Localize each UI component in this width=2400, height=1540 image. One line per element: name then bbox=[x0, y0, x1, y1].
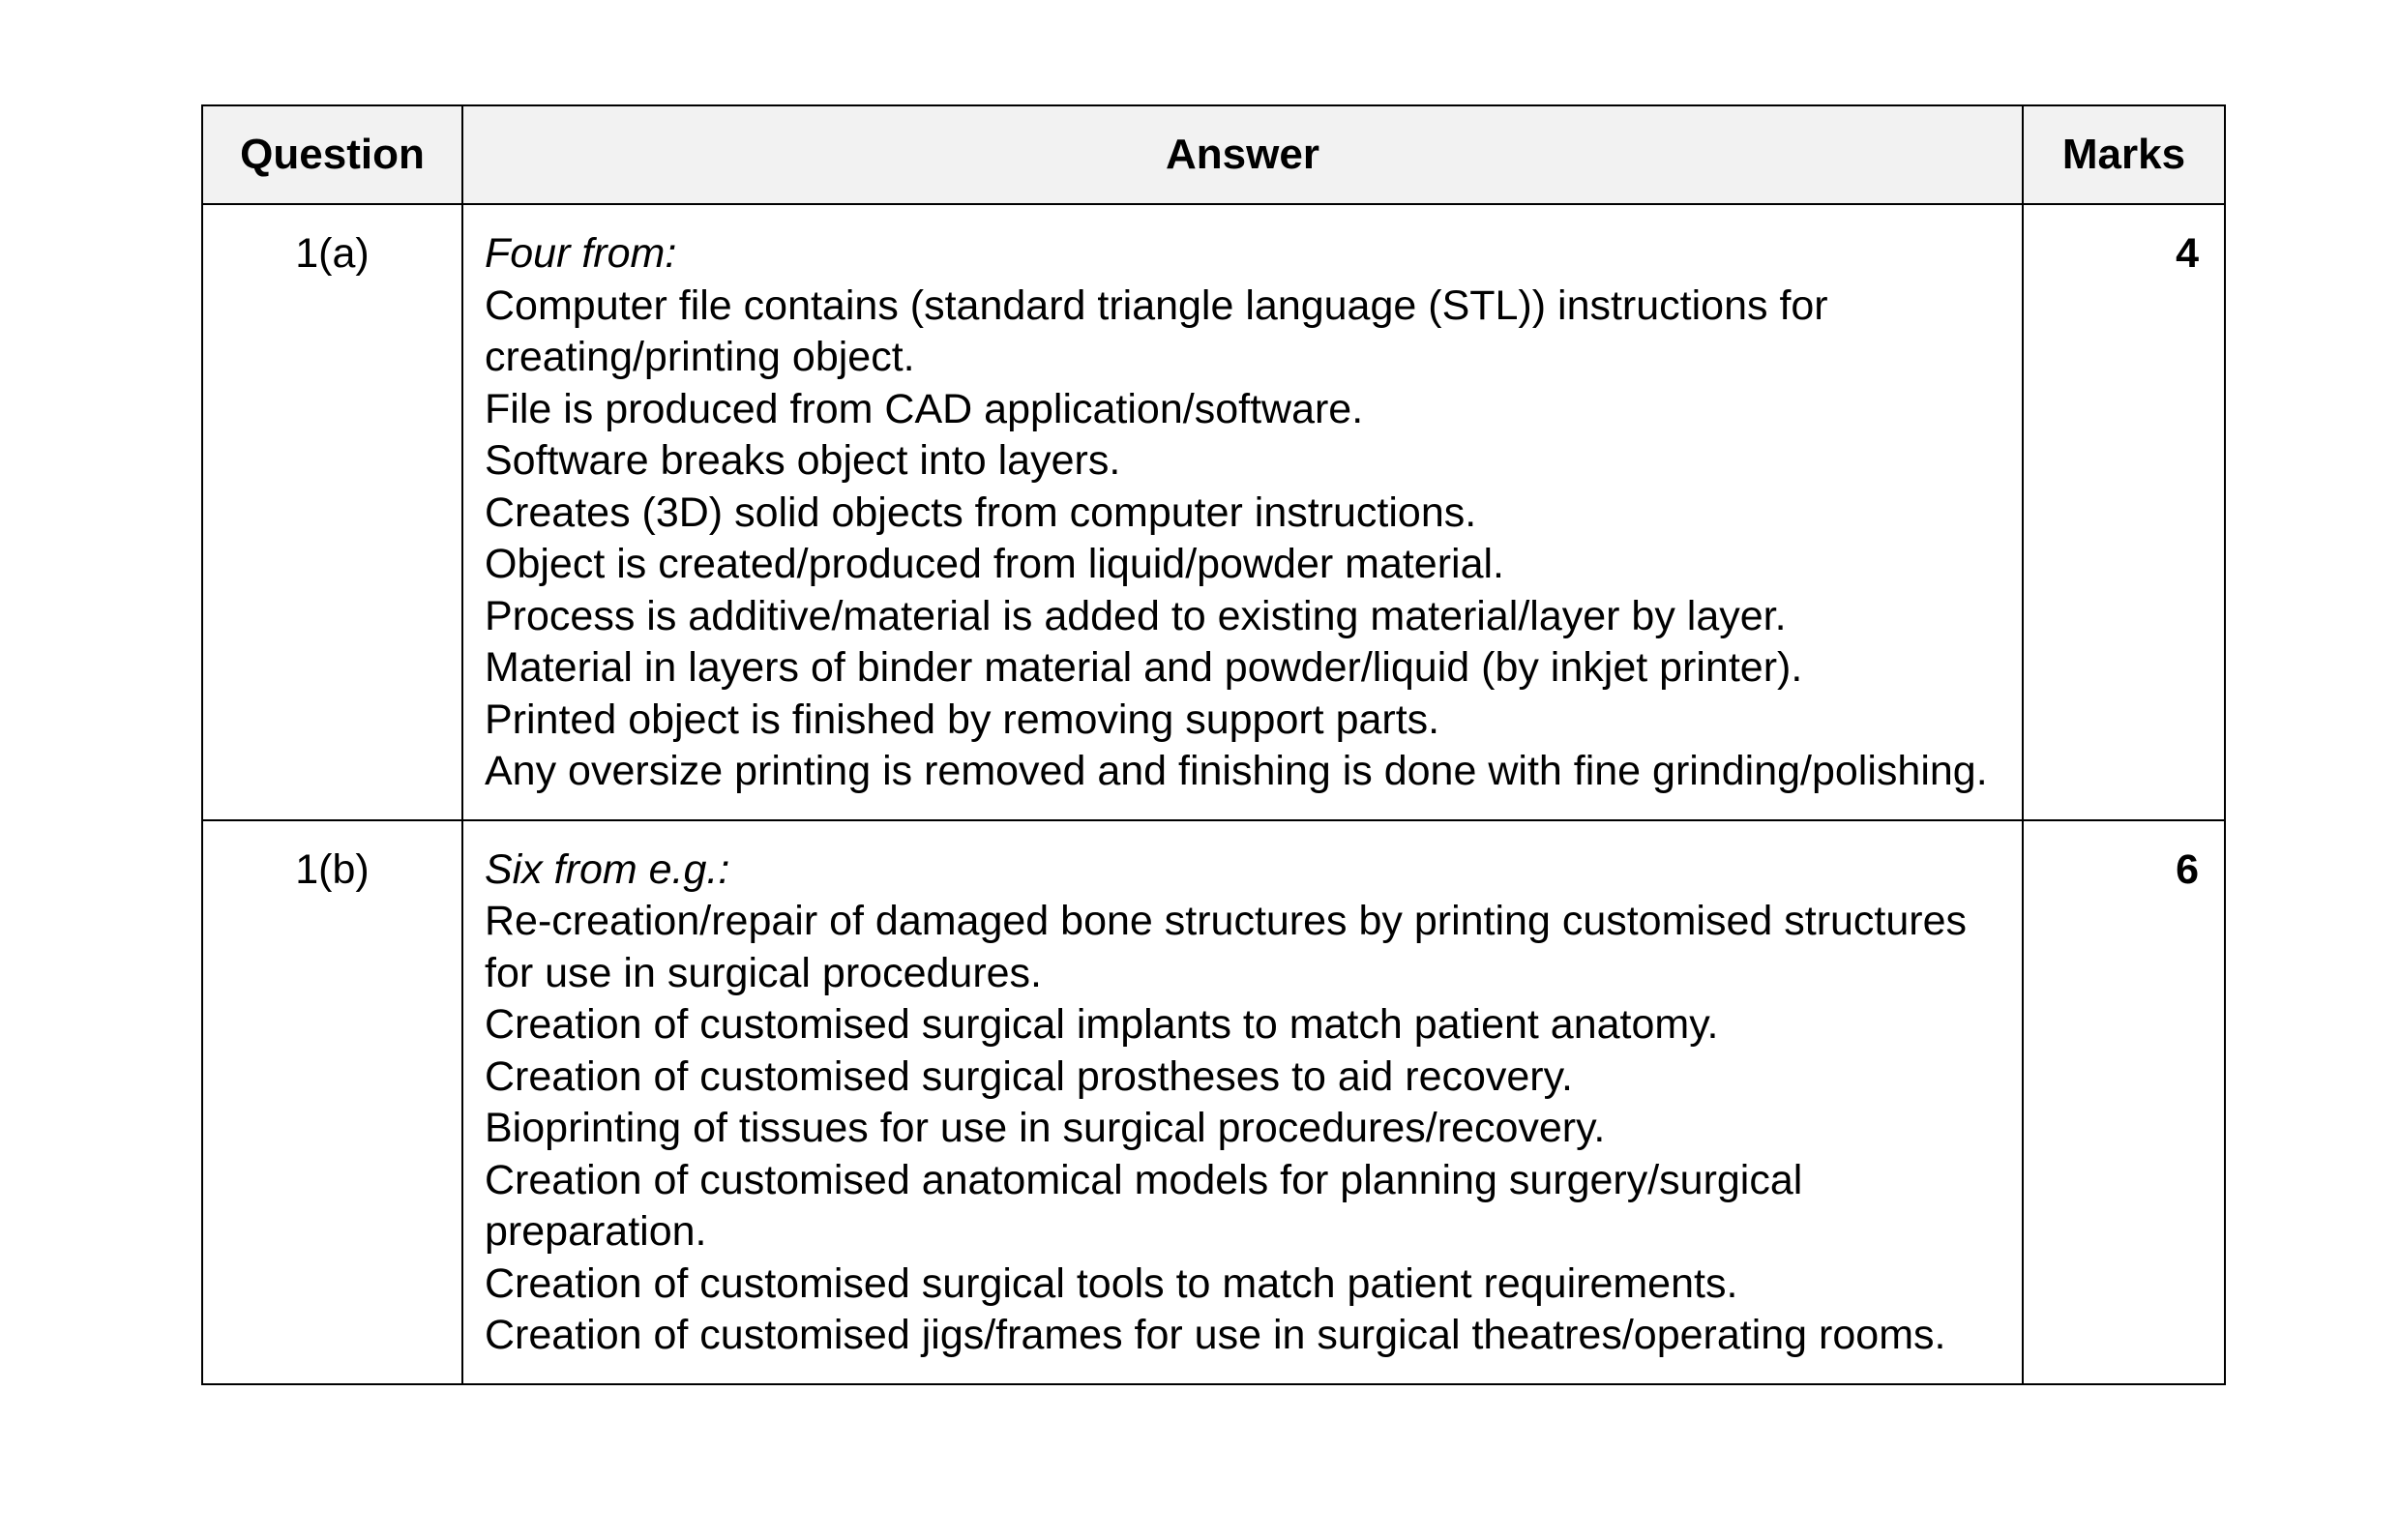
answer-point: Process is additive/material is added to existing material/layer by layer. bbox=[485, 592, 1787, 639]
marks-column-header: Marks bbox=[2023, 105, 2225, 204]
answer-point: Printed object is finished by removing support parts. bbox=[485, 696, 1440, 743]
question-column-header: Question bbox=[202, 105, 462, 204]
answer-point: Creation of customised surgical tools to match patient requirements. bbox=[485, 1259, 1738, 1307]
answer-point: Bioprinting of tissues for use in surgical procedures/recovery. bbox=[485, 1105, 1606, 1151]
table-row bbox=[202, 820, 2225, 1384]
answer-point: Material in layers of binder material and powder/liquid (by inkjet printer). bbox=[485, 644, 1803, 691]
header-row bbox=[202, 105, 2225, 204]
answer-cell bbox=[462, 204, 2023, 820]
marks-value: 6 bbox=[2023, 820, 2225, 1384]
answer-point: Creation of customised surgical implants to match patient anatomy. bbox=[485, 1001, 1719, 1048]
answer-intro: Four from: bbox=[485, 230, 677, 277]
table-row bbox=[202, 204, 2225, 820]
answer-point: Creates (3D) solid objects from computer instructions. bbox=[485, 489, 1477, 536]
answer-point: Software breaks object into layers. bbox=[485, 437, 1121, 484]
answer-point: Creation of customised jigs/frames for use in surgical theatres/operating rooms. bbox=[485, 1312, 1946, 1358]
answer-point: Re-creation/repair of damaged bone structures by printing customised structures for use in surgical procedures. bbox=[485, 898, 1968, 996]
question-number: 1(b) bbox=[202, 820, 462, 1384]
answer-intro: Six from e.g.: bbox=[485, 845, 730, 893]
answer-point: Creation of customised surgical prostheses to aid recovery. bbox=[485, 1052, 1573, 1100]
answer-point: Any oversize printing is removed and finishing is done with fine grinding/polishing. bbox=[485, 748, 1988, 794]
answer-cell bbox=[462, 820, 2023, 1384]
mark-scheme-table bbox=[201, 104, 2226, 1385]
answer-point: Computer file contains (standard triangle language (STL)) instructions for creating/printing object. bbox=[485, 281, 1828, 380]
marks-value: 4 bbox=[2023, 204, 2225, 820]
answer-column-header: Answer bbox=[462, 105, 2023, 204]
question-number: 1(a) bbox=[202, 204, 462, 820]
answer-point: Creation of customised anatomical models for planning surgery/surgical preparation. bbox=[485, 1156, 1803, 1255]
answer-point: Object is created/produced from liquid/powder material. bbox=[485, 541, 1505, 587]
answer-point: File is produced from CAD application/software. bbox=[485, 385, 1364, 432]
